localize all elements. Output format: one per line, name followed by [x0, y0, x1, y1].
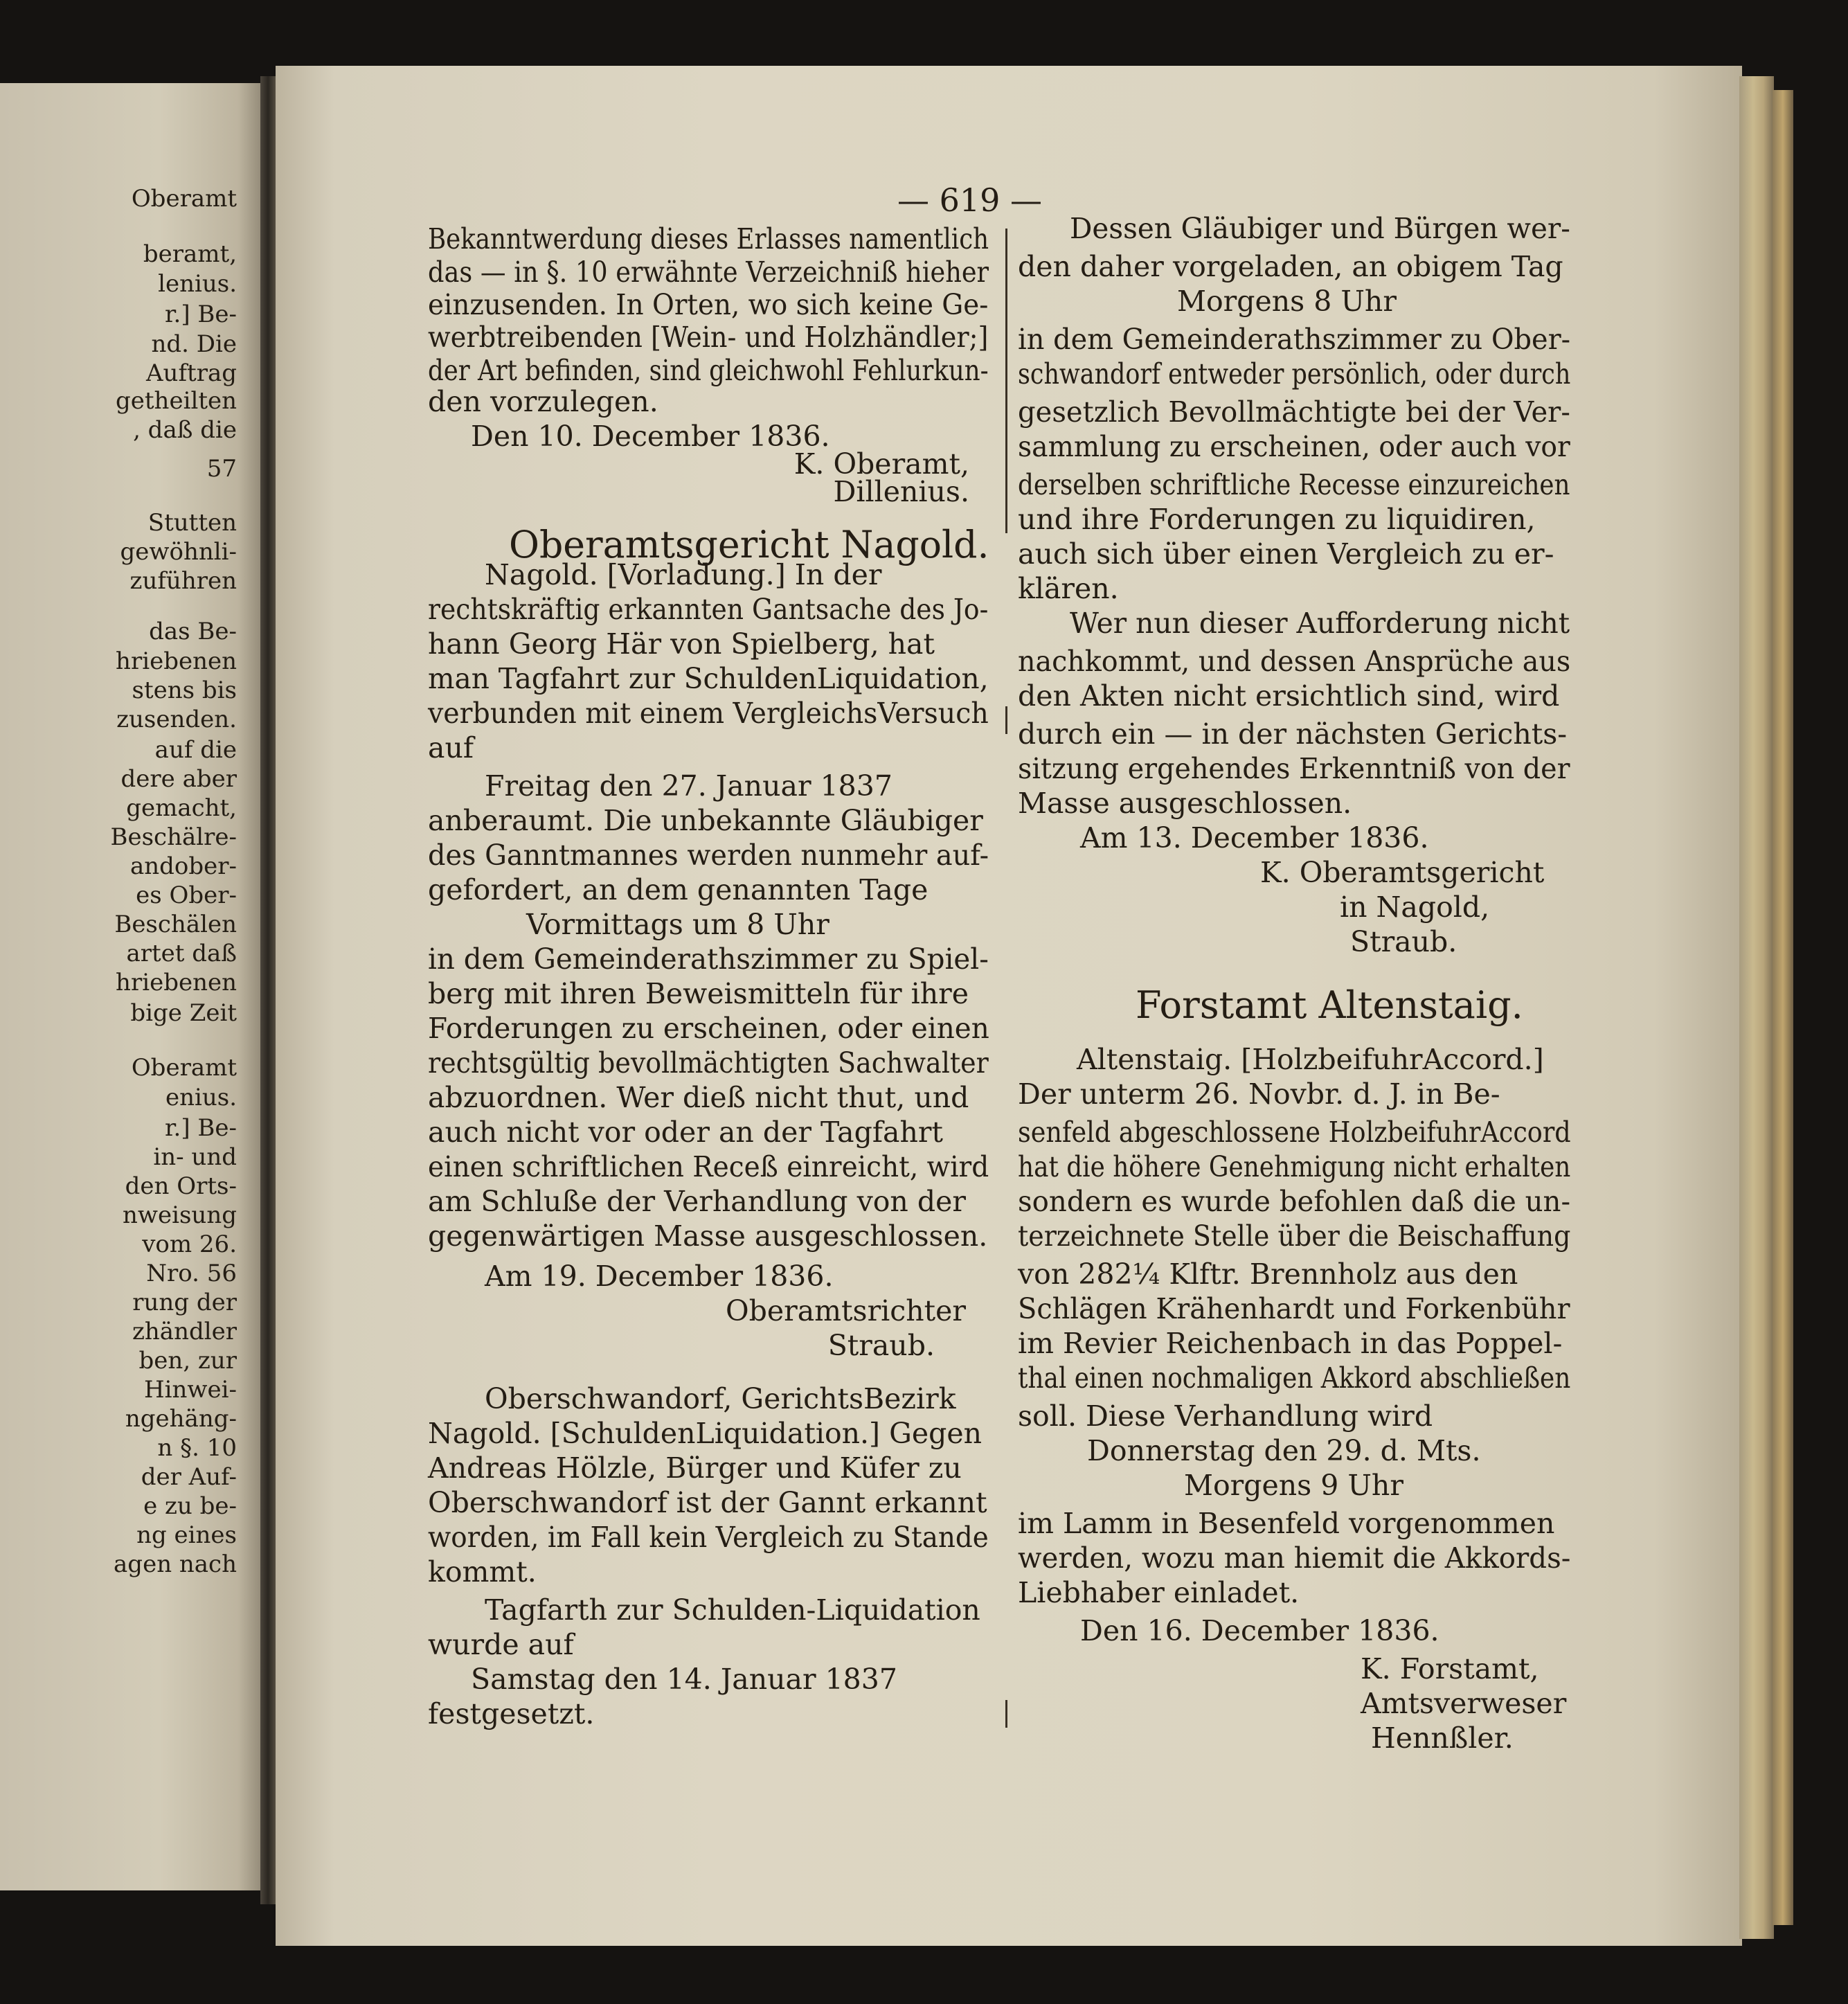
left-page-fragment: e zu be- — [143, 1492, 237, 1520]
left-page-fragment: zuführen — [129, 567, 237, 595]
page-edges — [1739, 76, 1774, 1939]
left-column-line: festgesetzt. — [428, 1697, 595, 1730]
left-page-fragment: nd. Die — [151, 330, 237, 358]
left-page-fragment: enius. — [165, 1084, 237, 1111]
left-page-fragment: zhändler — [132, 1318, 237, 1345]
left-page-fragment: Auftrag — [146, 359, 237, 387]
left-page-fragment: Oberamt — [131, 1054, 237, 1082]
left-page-fragment: gewöhnli- — [120, 538, 237, 566]
left-page-fragment: Beschälen — [114, 911, 237, 938]
left-column-line: den vorzulegen. — [428, 385, 658, 418]
left-page-fragment: nweisung — [122, 1201, 237, 1229]
left-page-fragment: lenius. — [158, 270, 237, 298]
left-page-fragment: das Be- — [149, 618, 237, 645]
left-column-line: Den 10. December 1836. — [471, 420, 830, 453]
left-page-fragment: hriebenen — [116, 969, 237, 996]
right-column-line: Straub. — [1350, 925, 1457, 958]
right-column-line: sitzung ergehendes Erkenntniß von der — [1018, 752, 1570, 785]
left-column-line: berg mit ihren Beweismitteln für ihre — [428, 977, 969, 1010]
left-column-line: Samstag den 14. Januar 1837 — [471, 1663, 897, 1696]
right-column-line: klären. — [1018, 572, 1119, 605]
left-page — [0, 83, 264, 1890]
right-column-line: Donnerstag den 29. d. Mts. — [1087, 1434, 1481, 1467]
right-column-line: Morgens 9 Uhr — [1184, 1469, 1403, 1502]
right-column-line: Dessen Gläubiger und Bürgen wer- — [1070, 212, 1570, 245]
left-page-fragment: es Ober- — [136, 882, 237, 909]
left-page-fragment: hriebenen — [116, 647, 237, 675]
left-page-fragment: dere aber — [120, 765, 237, 793]
left-page-fragment: Beschälre- — [110, 823, 237, 851]
left-page-fragment: rung der — [132, 1289, 237, 1316]
right-column-line: und ihre Forderungen zu liquidiren, — [1018, 503, 1536, 536]
left-page-fragment: ben, zur — [138, 1347, 237, 1375]
right-column-line: Den 16. December 1836. — [1080, 1614, 1439, 1647]
left-column-line: werbtreibenden [Wein- und Holzhändler;] — [428, 321, 989, 354]
right-column-line: terzeichnete Stelle über die Beischaffung — [1018, 1219, 1571, 1253]
left-page-fragment: 57 — [206, 455, 237, 483]
left-column-line: der Art befinden, sind gleichwohl Fehlurkun- — [428, 354, 989, 387]
left-column-line: auf — [428, 731, 474, 764]
left-page-fragment: gemacht, — [126, 794, 237, 822]
column-rule-top — [1005, 229, 1007, 533]
right-column-line: Wer nun dieser Aufforderung nicht — [1070, 607, 1570, 640]
left-column-line: am Schluße der Verhandlung von der — [428, 1185, 966, 1218]
left-column-line: rechtskräftig erkannten Gantsache des Jo- — [428, 593, 989, 626]
left-column-line: Vormittags um 8 Uhr — [526, 908, 829, 941]
right-column-line: hat die höhere Genehmigung nicht erhalten — [1018, 1150, 1571, 1183]
left-column-line: man Tagfahrt zur SchuldenLiquidation, — [428, 662, 989, 695]
left-page-fragment: getheilten — [116, 387, 237, 415]
right-column-line: Am 13. December 1836. — [1080, 821, 1429, 855]
left-column-line: kommt. — [428, 1555, 537, 1589]
left-page-fragment: Stutten — [147, 509, 237, 537]
right-column-line: schwandorf entweder persönlich, oder durch — [1018, 357, 1571, 391]
right-column-line: in Nagold, — [1340, 891, 1490, 924]
left-page-fragment: r.] Be- — [165, 1114, 237, 1142]
right-column-line: den Akten nicht ersichtlich sind, wird — [1018, 679, 1560, 713]
right-column-line: den daher vorgeladen, an obigem Tag — [1018, 250, 1563, 283]
right-column-line: K. Forstamt, — [1361, 1652, 1539, 1685]
left-page-fragment: vom 26. — [142, 1231, 237, 1258]
left-column-line: das — in §. 10 erwähnte Verzeichniß hieher — [428, 256, 989, 289]
right-column-line: senfeld abgeschlossene HolzbeifuhrAccord — [1018, 1116, 1571, 1149]
left-page-fragment: Oberamt — [131, 185, 237, 213]
left-column-line: Oberschwandorf ist der Gannt erkannt — [428, 1486, 987, 1519]
left-column-line: Oberamtsrichter — [726, 1294, 966, 1327]
left-column-line: einen schriftlichen Receß einreicht, wird — [428, 1150, 989, 1183]
right-column-line: werden, wozu man hiemit die Akkords- — [1018, 1541, 1571, 1575]
right-column-line: thal einen nochmaligen Akkord abschließen — [1018, 1361, 1571, 1395]
left-page-fragment: auf die — [154, 736, 237, 764]
left-page-fragment: bige Zeit — [130, 999, 237, 1027]
right-column-line: auch sich über einen Vergleich zu er- — [1018, 537, 1554, 571]
right-column-line: soll. Diese Verhandlung wird — [1018, 1399, 1433, 1433]
left-column-line: K. Oberamt, — [793, 447, 969, 481]
left-column-line: Nagold. [SchuldenLiquidation.] Gegen — [428, 1417, 983, 1450]
right-column-line: Morgens 8 Uhr — [1177, 285, 1397, 318]
left-column-line: Dillenius. — [833, 475, 969, 508]
left-page-fragment: Hinwei- — [143, 1376, 237, 1404]
left-column-line: einzusenden. In Orten, wo sich keine Ge- — [428, 288, 989, 321]
left-column-line: Straub. — [827, 1329, 935, 1362]
left-column-line: des Ganntmannes werden nunmehr auf- — [428, 839, 989, 872]
left-page-fragment: der Auf- — [141, 1463, 237, 1491]
left-column-line: Andreas Hölzle, Bürger und Küfer zu — [428, 1451, 962, 1485]
right-column-line: im Revier Reichenbach in das Poppel- — [1018, 1327, 1563, 1360]
left-column-line: gegenwärtigen Masse ausgeschlossen. — [428, 1219, 988, 1253]
left-column-line: anberaumt. Die unbekannte Gläubiger — [428, 804, 983, 837]
right-column-line: im Lamm in Besenfeld vorgenommen — [1018, 1507, 1555, 1540]
left-page-fragment: in- und — [153, 1143, 237, 1171]
column-rule-mid — [1005, 706, 1007, 734]
left-column-line: auch nicht vor oder an der Tagfahrt — [428, 1116, 943, 1149]
left-page-fragment: ng eines — [136, 1521, 237, 1549]
left-column-line: Bekanntwerdung dieses Erlasses namentlich — [428, 222, 989, 256]
right-column-line: derselben schriftliche Recesse einzureichen — [1018, 468, 1570, 501]
left-column-line: hann Georg Här von Spielberg, hat — [428, 627, 935, 661]
right-column-line: Der unterm 26. Novbr. d. J. in Be- — [1018, 1077, 1500, 1111]
left-column-line: Nagold. [Vorladung.] In der — [485, 558, 882, 591]
book-cover-edge — [1773, 90, 1793, 1925]
right-column-line: Masse ausgeschlossen. — [1018, 787, 1352, 820]
left-page-fragment: , daß die — [133, 416, 237, 444]
left-column-line: Oberschwandorf, GerichtsBezirk — [485, 1382, 956, 1415]
left-page-fragment: Nro. 56 — [146, 1260, 237, 1287]
left-page-fragment: artet daß — [126, 940, 237, 967]
left-column-line: verbunden mit einem VergleichsVersuch — [428, 697, 989, 730]
left-page-fragment: agen nach — [114, 1550, 237, 1578]
left-page-fragment: stens bis — [132, 677, 237, 704]
left-page-fragment: zusenden. — [116, 706, 237, 733]
left-column-line: in dem Gemeinderathszimmer zu Spiel- — [428, 942, 989, 976]
left-page-fragment: ngehäng- — [125, 1405, 237, 1433]
left-column-line: Oberamtsgericht Nagold. — [509, 523, 989, 566]
right-column-line: Amtsverweser — [1361, 1687, 1567, 1720]
right-column-line: Forstamt Altenstaig. — [1136, 983, 1523, 1027]
right-column-line: von 282¼ Klftr. Brennholz aus den — [1018, 1258, 1518, 1291]
right-column-line: Altenstaig. [HolzbeifuhrAccord.] — [1077, 1043, 1544, 1076]
left-column-line: Am 19. December 1836. — [485, 1260, 834, 1293]
right-column-line: durch ein — in der nächsten Gerichts- — [1018, 717, 1568, 751]
left-column-line: Forderungen zu erscheinen, oder einen — [428, 1012, 989, 1045]
left-column-line: rechtsgültig bevollmächtigten Sachwalter — [428, 1046, 989, 1080]
left-column-line: gefordert, an dem genannten Tage — [428, 873, 929, 906]
left-page-fragment: andober- — [129, 852, 237, 880]
left-page-fragment: den Orts- — [125, 1172, 237, 1200]
left-page-fragment: n §. 10 — [157, 1434, 237, 1462]
left-column-line: abzuordnen. Wer dieß nicht thut, und — [428, 1081, 969, 1114]
left-column-line: wurde auf — [428, 1628, 574, 1661]
left-page-fragment: beramt, — [143, 240, 237, 268]
page-number: — 619 — — [897, 181, 1043, 219]
left-column-line: Tagfarth zur Schulden-Liquidation — [485, 1593, 980, 1627]
column-rule-bottom — [1005, 1700, 1007, 1728]
right-column-line: nachkommt, und dessen Ansprüche aus — [1018, 645, 1571, 678]
right-column-line: K. Oberamtsgericht — [1260, 856, 1545, 889]
right-column-line: sondern es wurde befohlen daß die un- — [1018, 1185, 1571, 1218]
right-column-line: gesetzlich Bevollmächtigte bei der Ver- — [1018, 395, 1570, 429]
left-column-line: worden, im Fall kein Vergleich zu Stande — [428, 1521, 989, 1554]
left-column-line: Freitag den 27. Januar 1837 — [485, 769, 892, 803]
right-column-line: Liebhaber einladet. — [1018, 1576, 1300, 1609]
right-column-line: sammlung zu erscheinen, oder auch vor — [1018, 430, 1570, 463]
right-column-line: in dem Gemeinderathszimmer zu Ober- — [1018, 323, 1571, 356]
right-column-line: Schlägen Krähenhardt und Forkenbühr — [1018, 1292, 1570, 1325]
left-page-fragment: r.] Be- — [165, 301, 237, 328]
right-column-line: Hennßler. — [1371, 1721, 1514, 1755]
